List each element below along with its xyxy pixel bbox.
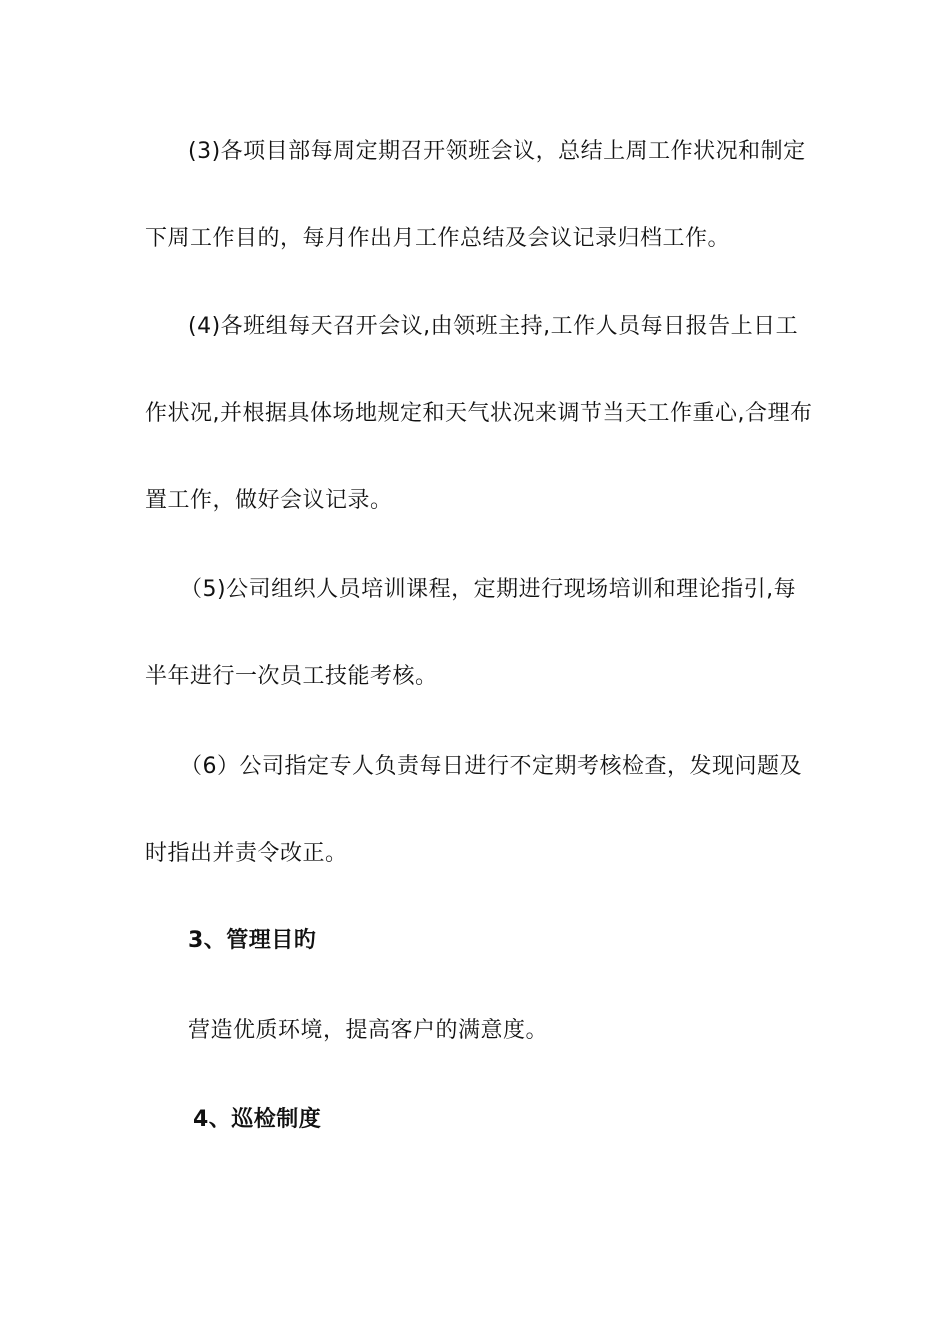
paragraph-3-line-2: 下周工作目的，每月作出月工作总结及会议记录归档工作。 [145,226,731,251]
paragraph-6-line-1: （6）公司指定专人负责每日进行不定期考核检查，发现问题及 [180,754,802,779]
section-4-heading: 4、巡检制度 [193,1107,322,1132]
paragraph-3-line-1: (3)各项目部每周定期召开领班会议，总结上周工作状况和制定 [188,139,806,164]
section-3-body: 营造优质环境，提高客户的满意度。 [188,1018,549,1043]
paragraph-4-line-3: 置工作，做好会议记录。 [145,488,393,513]
paragraph-4-line-1: (4)各班组每天召开会议,由领班主持,工作人员每日报告上日工 [188,314,799,339]
paragraph-5-line-1: （5)公司组织人员培训课程，定期进行现场培训和理论指引,每 [180,577,797,602]
paragraph-6-line-2: 时指出并责令改正。 [145,841,348,866]
section-3-heading: 3、管理目旳 [188,928,317,953]
paragraph-4-line-2: 作状况,并根据具体场地规定和天气状况来调节当天工作重心,合理布 [145,401,813,426]
paragraph-5-line-2: 半年进行一次员工技能考核。 [145,664,438,689]
